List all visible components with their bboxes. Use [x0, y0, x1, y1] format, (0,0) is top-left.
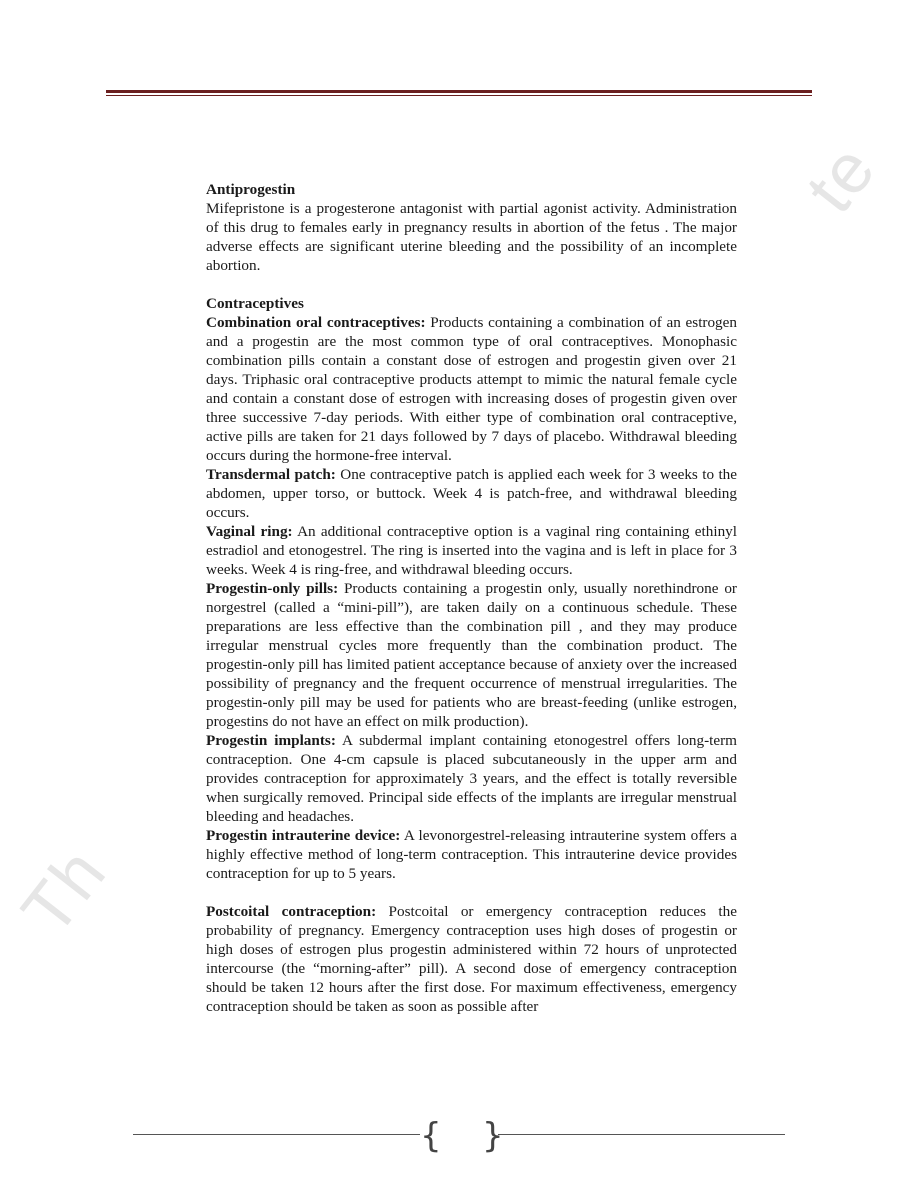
paragraph-transdermal-patch: [206, 465, 737, 522]
spacer: [206, 883, 737, 902]
paragraph-combination-oral: [206, 313, 737, 465]
heading-antiprogestin: Antiprogestin: [206, 181, 296, 198]
text-transdermal-patch: One contraceptive patch is applied each week for 3 weeks to the abdomen, upper torso, or buttock. Week 4 is patch-free, and withdrawal bleeding occurs.: [206, 466, 737, 521]
footer-rule-left: [133, 1134, 420, 1135]
term-progestin-implants: Progestin implants:: [206, 732, 336, 749]
footer-rule-right: [498, 1134, 785, 1135]
paragraph-progestin-only-pills: [206, 579, 737, 731]
spacer: [206, 275, 737, 294]
heading-contraceptives: Contraceptives: [206, 295, 304, 312]
watermark-left: Th: [6, 833, 122, 949]
text-progestin-implants: A subdermal implant containing etonogestrel offers long-term contraception. One 4-cm capsule is placed subcutaneously in the upper arm and provides contraception for approximately 3 years, and the effect is totally reversible when surgically removed. Principal side effects of the implants are irregular menstrual bleeding and headaches.: [206, 732, 737, 825]
term-combination-oral: Combination oral contraceptives:: [206, 314, 426, 331]
term-progestin-iud: Progestin intrauterine device:: [206, 827, 401, 844]
term-postcoital: Postcoital contraception:: [206, 903, 377, 920]
text-postcoital: Postcoital or emergency contraception reduces the probability of pregnancy. Emergency contraception uses high doses of progestin or high doses of estrogen plus progestin administered within 72 hours of unprotected intercourse (the “morning-after” pill). A second dose of emergency contraception should be taken 12 hours after the first dose. For maximum effectiveness, emergency contraception should be taken as soon as possible after: [206, 903, 737, 1015]
text-progestin-only-pills: Products containing a progestin only, usually norethindrone or norgestrel (called a “mini-pill”), are taken daily on a continuous schedule. These preparations are less effective than the combination pill , and they may produce irregular menstrual cycles more frequently than the combination product. The progestin-only pill has limited patient acceptance because of anxiety over the increased possibility of pregnancy and the frequent occurrence of menstrual irregularities. The progestin-only pill may be used for patients who are breast-feeding (unlike estrogen, progestins do not have an effect on milk production).: [206, 580, 737, 730]
page-number-brace-left: {: [420, 1116, 442, 1156]
header-rule: [106, 90, 812, 96]
paragraph-antiprogestin: Mifepristone is a progesterone antagonist with partial agonist activity. Administration of this drug to females early in pregnancy results in abortion of the fetus . The major adverse effects are significant uterine bleeding and the possibility of an incomplete abortion.: [206, 200, 737, 274]
paragraph-vaginal-ring: [206, 522, 737, 579]
document-body: [206, 180, 737, 1016]
term-progestin-only-pills: Progestin-only pills:: [206, 580, 339, 597]
paragraph-progestin-implants: [206, 731, 737, 826]
term-transdermal-patch: Transdermal patch:: [206, 466, 336, 483]
text-combination-oral: Products containing a combination of an estrogen and a progestin are the most common type of oral contraceptives. Monophasic combination pills contain a constant dose of estrogen and progestin given over 21 days. Triphasic oral contraceptive products attempt to mimic the natural female cycle and contain a constant dose of estrogen with increasing doses of progestin given over three successive 7-day periods. With either type of combination oral contraceptive, active pills are taken for 21 days followed by 7 days of placebo. Withdrawal bleeding occurs during the hormone-free interval.: [206, 314, 737, 464]
watermark-right: te: [790, 129, 891, 227]
text-vaginal-ring: An additional contraceptive option is a vaginal ring containing ethinyl estradiol and etonogestrel. The ring is inserted into the vagina and is left in place for 3 weeks. Week 4 is ring-free, and withdrawal bleeding occurs.: [206, 523, 737, 578]
paragraph-postcoital: [206, 902, 737, 1016]
term-vaginal-ring: Vaginal ring:: [206, 523, 293, 540]
paragraph-progestin-iud: [206, 826, 737, 883]
text-progestin-iud: A levonorgestrel-releasing intrauterine system offers a highly effective method of long-term contraception. This intrauterine device provides contraception for up to 5 years.: [206, 827, 737, 882]
page-number-brace-right: }: [482, 1116, 504, 1156]
